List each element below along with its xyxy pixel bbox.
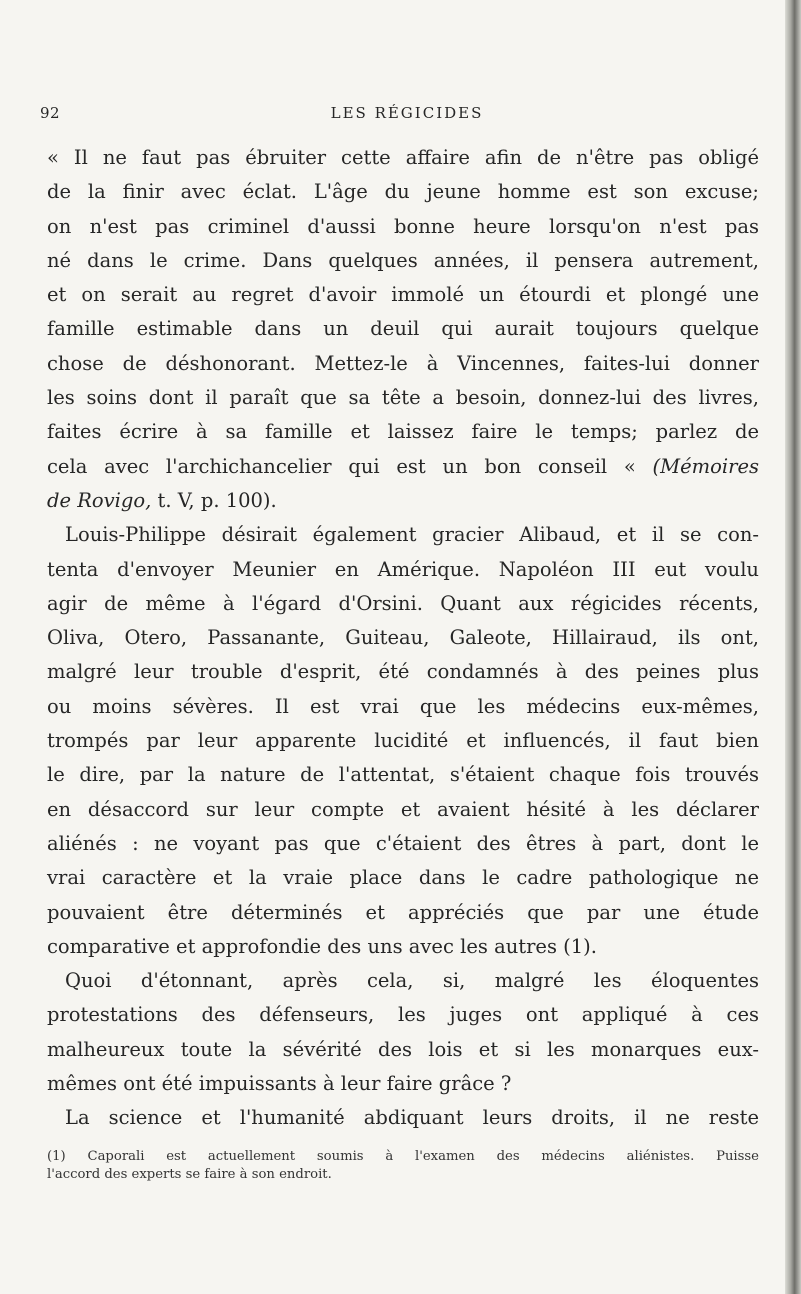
running-title: LES RÉGICIDES	[330, 104, 484, 122]
footnote-line: (1) Caporali est actuellement soumis à l'examen des médecins aliénistes. Puisse	[47, 1149, 759, 1164]
text-line: famille estimable dans un deuil qui aurait toujours quelque	[47, 317, 759, 341]
text-line: et on serait au regret d'avoir immolé un étourdi et plongé une	[47, 283, 759, 307]
text-line: malgré leur trouble d'esprit, été condamnés à des peines plus	[47, 660, 759, 684]
text-line-citation-end	[47, 484, 759, 518]
text-line: trompés par leur apparente lucidité et influencés, il faut bien	[47, 729, 759, 753]
text-line: faites écrire à sa famille et laissez faire le temps; parlez de	[47, 420, 759, 444]
text-line: vrai caractère et la vraie place dans le cadre pathologique ne	[47, 866, 759, 890]
page-header	[40, 104, 760, 130]
text-line: La science et l'humanité abdiquant leurs droits, il ne reste	[65, 1106, 759, 1130]
text-line: comparative et approfondie des uns avec les autres (1).	[47, 934, 597, 958]
text-line: « Il ne faut pas ébruiter cette affaire afin de n'être pas obligé	[47, 146, 759, 169]
text-line: tenta d'envoyer Meunier en Amérique. Napoléon III eut voulu	[47, 557, 759, 581]
text-line: en désaccord sur leur compte et avaient hésité à les déclarer	[47, 797, 759, 821]
page-edge-shadow	[785, 0, 801, 1294]
text-line: ou moins sévères. Il est vrai que les médecins eux-mêmes,	[47, 694, 759, 718]
text-line: protestations des défenseurs, les juges ont appliqué à ces	[47, 1003, 759, 1027]
text-line: chose de déshonorant. Mettez-le à Vincennes, faites-lui donner	[47, 351, 759, 375]
footnote-line: l'accord des experts se faire à son endroit.	[47, 1167, 332, 1182]
body-text	[47, 141, 759, 1136]
text-line: Oliva, Otero, Passanante, Guiteau, Galeote, Hillairaud, ils ont,	[47, 626, 759, 650]
text-line: le dire, par la nature de l'attentat, s'étaient chaque fois trouvés	[47, 763, 759, 787]
text-line: pouvaient être déterminés et appréciés que par une étude	[47, 900, 759, 924]
text-line: mêmes ont été impuissants à leur faire grâce ?	[47, 1072, 512, 1096]
text-segment: cela avec l'archichancelier qui est un bon conseil «	[47, 454, 653, 478]
footnote	[47, 1148, 759, 1184]
text-line-with-citation	[47, 450, 759, 484]
text-line: agir de même à l'égard d'Orsini. Quant aux régicides récents,	[47, 591, 759, 615]
text-line: aliénés : ne voyant pas que c'étaient des êtres à part, dont le	[47, 831, 759, 855]
citation-title: (Mémoires	[652, 454, 759, 478]
text-line: les soins dont il paraît que sa tête a besoin, donnez-lui des livres,	[47, 386, 759, 410]
text-line: Louis-Philippe désirait également gracier Alibaud, et il se con-	[65, 523, 759, 547]
citation-ref: t. V, p. 100).	[151, 488, 277, 512]
text-line: malheureux toute la sévérité des lois et si les monarques eux-	[47, 1037, 759, 1061]
text-line: on n'est pas criminel d'aussi bonne heure lorsqu'on n'est pas	[47, 214, 759, 238]
page-number: 92	[40, 104, 61, 122]
text-line: né dans le crime. Dans quelques années, il pensera autrement,	[47, 248, 759, 272]
citation-title-cont: de Rovigo,	[47, 488, 152, 512]
text-line: de la finir avec éclat. L'âge du jeune homme est son excuse;	[47, 180, 759, 204]
text-line: Quoi d'étonnant, après cela, si, malgré les éloquentes	[65, 969, 759, 993]
